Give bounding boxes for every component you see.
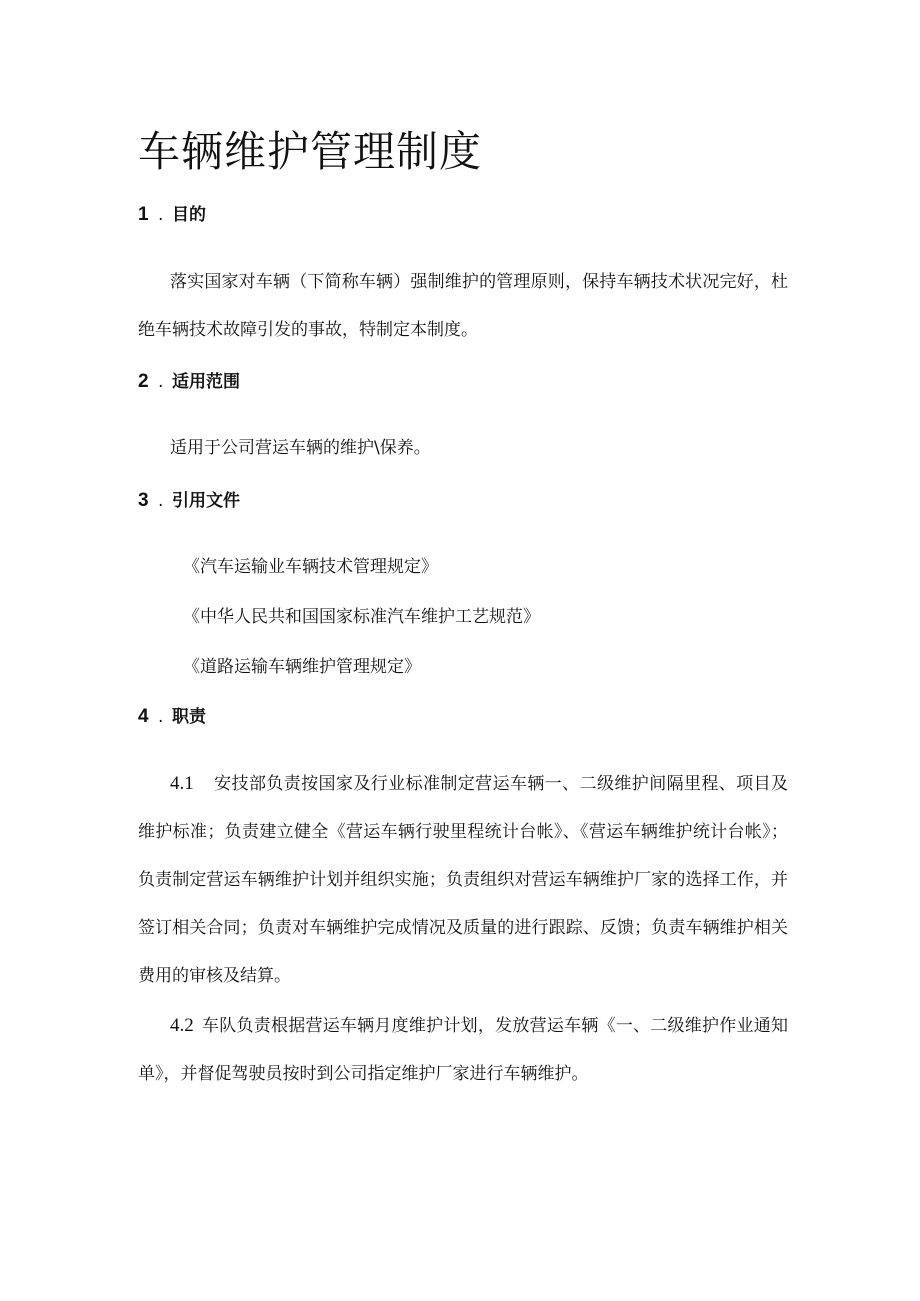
section-number: 4 [138, 706, 149, 727]
section-number: 1 [138, 204, 149, 225]
section-number: 2 [138, 371, 149, 392]
section-separator: . [158, 372, 164, 392]
section-heading-purpose [138, 202, 206, 228]
item-number: 4.2 [170, 1015, 194, 1036]
section-title: 引用文件 [172, 491, 240, 511]
section-heading-scope [138, 369, 240, 395]
item-text: 车队负责根据营运车辆月度维护计划，发放营运车辆《一、二级维护作业通知单》，并督促驾驶员按时到公司指定维护厂家进行车辆维护。 [138, 1016, 788, 1084]
section-heading-references [138, 488, 240, 514]
section-number: 3 [138, 490, 149, 511]
item-text: 安技部负责按国家及行业标准制定营运车辆一、二级维护间隔里程、项目及维护标准；负责建立健全《营运车辆行驶里程统计台帐》、《营运车辆维护统计台帐》；负责制定营运车辆维护计划并组织实施；负责组织对营运车辆维护厂家的选择工作，并签订相关合同；负责对车辆维护完成情况及质量的进行跟踪、反馈；负责车辆维护相关费用的审核及结算。 [138, 774, 788, 986]
section-separator: . [158, 205, 164, 225]
responsibility-item-4-1 [138, 760, 788, 1000]
section-separator: . [158, 491, 164, 511]
section-title: 职责 [172, 707, 206, 727]
reference-item: 《中华人民共和国国家标准汽车维护工艺规范》 [183, 607, 540, 627]
document-title: 车辆维护管理制度 [138, 127, 483, 176]
section-body-purpose: 落实国家对车辆（下简称车辆）强制维护的管理原则，保持车辆技术状况完好，杜绝车辆技术故障引发的事故，特制定本制度。 [138, 272, 788, 340]
reference-item: 《道路运输车辆维护管理规定》 [183, 657, 421, 677]
section-title: 适用范围 [172, 372, 240, 392]
section-separator: . [158, 707, 164, 727]
section-body-scope: 适用于公司营运车辆的维护\保养。 [170, 438, 431, 458]
section-heading-responsibilities [138, 704, 206, 730]
reference-item: 《汽车运输业车辆技术管理规定》 [183, 557, 438, 577]
section-title: 目的 [172, 205, 206, 225]
item-number: 4.1 [170, 773, 194, 794]
responsibility-item-4-2 [138, 1002, 788, 1098]
